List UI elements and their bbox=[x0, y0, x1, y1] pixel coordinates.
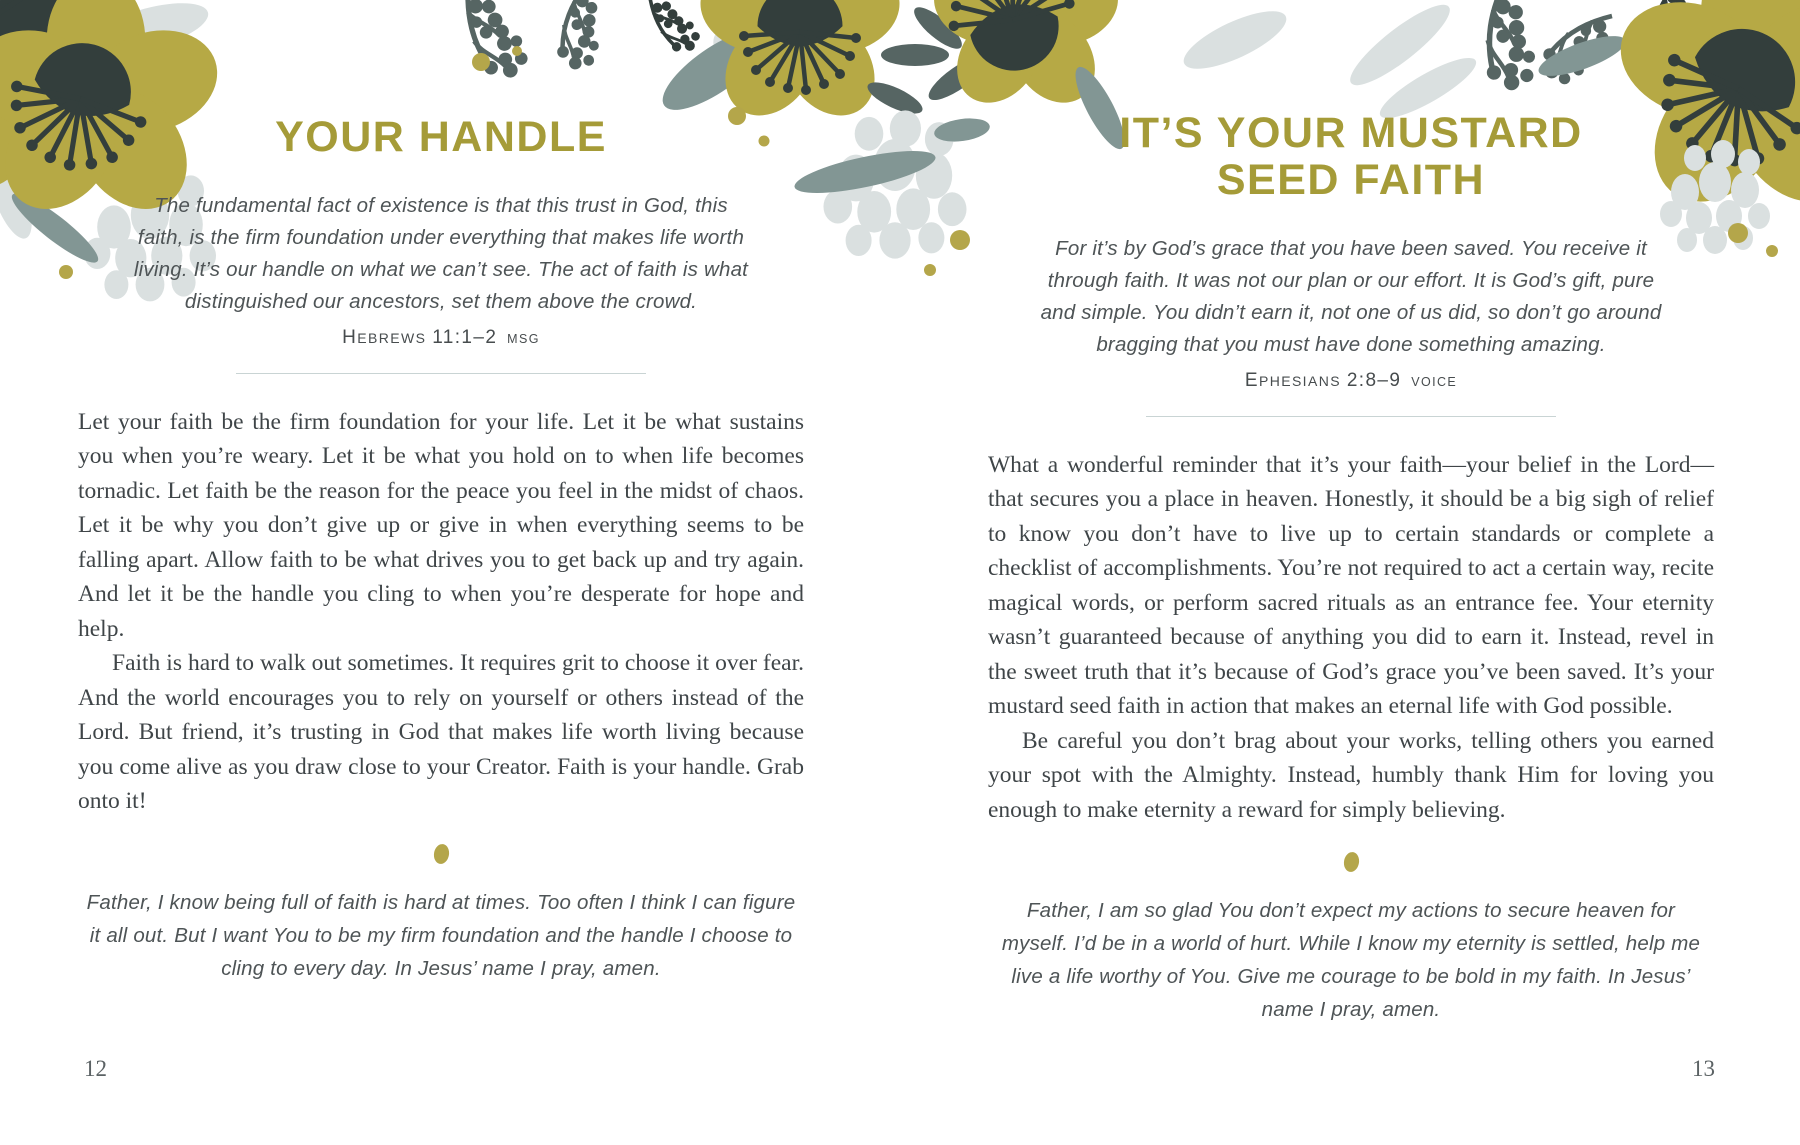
seed-ornament-icon bbox=[1342, 851, 1360, 873]
reference-book: HEBREWS bbox=[342, 326, 427, 348]
body-paragraph: Faith is hard to walk out sometimes. It requires grit to choose it over fear. And the world encourages you to rely on yourself or others instead of the Lord. But friend, it’s trusting in God that makes life worth living because you come alive as you draw close to your Creator. Faith is your handle. Grab onto it! bbox=[78, 650, 804, 815]
prayer-text-left: Father, I know being full of faith is hard at times. Too often I think I can figure it all out. But I want You to be my firm foundation and the handle I choose to cling to every day. In Jesus’ name I pray, amen. bbox=[86, 890, 796, 980]
page-number-right: 13 bbox=[1692, 1056, 1715, 1081]
page-title-left: YOUR HANDLE bbox=[275, 113, 607, 161]
body-paragraph: Be careful you don’t brag about your works, telling others you earned your spot with the Almighty. Instead, humbly thank Him for loving you enough to make eternity a reward for simply believing. bbox=[988, 727, 1714, 823]
scripture-quote-right: For it’s by God’s grace that you have been saved. You receive it through faith. It was not our plan or our effort. It is God’s gift, pure and simple. You didn’t earn it, not one of us did, so don’t go around bragging that you must have done something amazing. bbox=[1040, 236, 1662, 356]
reference-version: VOICE bbox=[1411, 374, 1458, 389]
seed-ornament-icon bbox=[432, 843, 450, 865]
reference-book: EPHESIANS bbox=[1244, 369, 1341, 391]
section-divider-right bbox=[1146, 416, 1556, 417]
reference-verse: 11:1–2 bbox=[432, 326, 498, 348]
reference-version: MSG bbox=[507, 331, 540, 346]
scripture-reference-right bbox=[988, 370, 1714, 392]
page-right bbox=[988, 0, 1714, 1145]
devotional-body-right bbox=[988, 448, 1714, 828]
title-line: IT’S YOUR MUSTARD bbox=[1119, 109, 1583, 157]
page-number-left: 12 bbox=[84, 1056, 107, 1081]
page-title-right bbox=[988, 110, 1714, 204]
body-paragraph: What a wonderful reminder that it’s your faith—your belief in the Lord—that secures you a place in heaven. Honestly, it should be a big sigh of relief to know you don’t have to live up to certain standards or complete a checklist of accomplishments. You’re not required to act a certain way, recite magical words, or perform sacred rituals as an entrance fee. Your eternity wasn’t guaranteed because of anything you did to earn it. Instead, revel in the sweet truth that it’s because of God’s grace you’ve been saved. It’s your mustard seed faith in action that makes an eternal life with God possible. bbox=[988, 451, 1714, 720]
devotional-body-left bbox=[78, 405, 804, 819]
reference-verse: 2:8–9 bbox=[1346, 369, 1402, 391]
title-line: SEED FAITH bbox=[1216, 156, 1486, 204]
scripture-quote-left: The fundamental fact of existence is that this trust in God, this faith, is the firm foundation under everything that makes life worth living. It’s our handle on what we can’t see. The act of faith is what distinguished our ancestors, set them above the crowd. bbox=[133, 193, 749, 313]
page-left bbox=[78, 0, 804, 1145]
prayer-text-right: Father, I am so glad You don’t expect my actions to secure heaven for myself. I’d be in a world of hurt. While I know my eternity is settled, help me live a life worthy of You. Give me courage to be bold in my faith. In Jesus’ name I pray, amen. bbox=[1001, 899, 1701, 1022]
body-paragraph: Let your faith be the firm foundation for your life. Let it be what sustains you when you’re weary. Let it be what you hold on to when life becomes tornadic. Let faith be the reason for the peace you feel in the midst of chaos. Let it be why you don’t give up or give in when everything seems to be falling apart. Allow faith to be what drives you to get back up and try again. And let it be the handle you cling to when you’re desperate for hope and help. bbox=[78, 408, 804, 642]
scripture-reference-left bbox=[78, 327, 804, 349]
section-divider-left bbox=[236, 373, 646, 374]
